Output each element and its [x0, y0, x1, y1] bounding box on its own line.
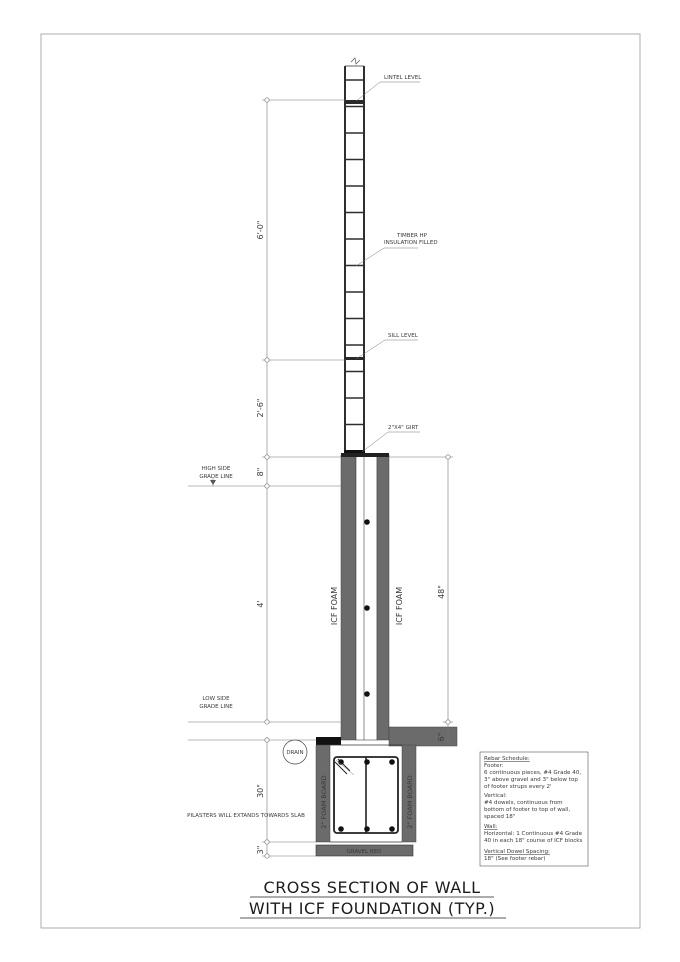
sill-plate — [345, 357, 364, 360]
footer-line-1: 6 continuous pieces, #4 Grade 40, — [484, 770, 582, 776]
dim-30in: 30" — [256, 784, 265, 798]
footer-line-3: of footer strups every 2' — [484, 784, 552, 790]
rebar-dot — [389, 759, 395, 765]
low-side-grade-label: GRADE LINE — [199, 704, 233, 710]
wall-line-1: Horizontal: 1 Continuous #4 Grade — [484, 831, 583, 837]
insulation-filled-label: INSULATION FILLED — [384, 240, 438, 246]
foam-board-left-label: 2" FOAM BOARD — [320, 775, 328, 829]
rebar-dot — [364, 759, 370, 765]
rebar-dot — [389, 826, 395, 832]
girt-label: 2"X4" GIRT — [388, 425, 419, 431]
icf-foam-left — [341, 455, 356, 740]
vertical-heading: Vertical: — [484, 793, 507, 799]
pilasters-note: PILASTERS WILL EXTANDS TOWARDS SLAB — [187, 813, 305, 819]
lintel-plate — [345, 100, 364, 104]
high-side-label: HIGH SIDE — [201, 466, 231, 472]
icf-foam-right — [377, 455, 389, 740]
footer-line-2: 3" above gravel and 3" below top — [484, 777, 578, 783]
high-side-grade-label: GRADE LINE — [199, 474, 233, 480]
timber-wall — [345, 66, 364, 455]
title-line-1: CROSS SECTION OF WALL — [263, 878, 481, 897]
rebar-dot — [364, 605, 370, 611]
dim-3in: 3" — [256, 845, 265, 855]
foam-cap-block — [316, 737, 341, 745]
dim-6in: 6" — [437, 732, 446, 742]
dim-48in: 48" — [437, 585, 446, 599]
vertical-line-3: spaced 18" — [484, 814, 516, 820]
vertical-line-2: bottom of footer to top of wall, — [484, 807, 571, 813]
dim-8in: 8" — [256, 467, 265, 477]
rebar-dot — [364, 826, 370, 832]
lintel-level-label: LINTEL LEVEL — [384, 75, 422, 81]
wall-line-2: 40 in each 18" course of ICF blocks — [484, 838, 583, 844]
icf-foam-left-label: ICF FOAM — [330, 586, 339, 626]
top-cap — [341, 453, 389, 457]
icf-foam-right-label: ICF FOAM — [395, 586, 404, 626]
low-side-label: LOW SIDE — [202, 696, 230, 702]
title-line-2: WITH ICF FOUNDATION (TYP.) — [248, 899, 496, 918]
slab — [389, 727, 457, 746]
foam-board-right-label: 2" FOAM BOARD — [406, 775, 414, 829]
footer-heading: Footer: — [484, 763, 504, 769]
vertical-line-1: #4 dowels, continuous from — [484, 800, 563, 806]
timber-hp-label: TIMBER HP — [397, 233, 427, 239]
dim-4ft: 4' — [256, 600, 265, 608]
rebar-dot — [364, 691, 370, 697]
gravel-bed-label: GRAVEL BED — [346, 849, 382, 855]
dim-6ft: 6'-0" — [256, 220, 265, 240]
sill-level-label: SILL LEVEL — [388, 333, 418, 339]
dowel-line-1: 18" (See footer rebar) — [484, 856, 546, 862]
drain-label: DRAIN — [286, 750, 304, 756]
rebar-dot — [364, 519, 370, 525]
timber-rungs — [345, 80, 364, 451]
rebar-dot — [338, 826, 344, 832]
wall-heading: Wall: — [484, 824, 498, 830]
rebar-schedule-heading: Rebar Schedule: — [484, 756, 530, 762]
icf-concrete-core — [356, 455, 377, 740]
dowel-heading: Vertical Dowel Spacing: — [484, 849, 550, 855]
grade-arrow — [210, 480, 216, 485]
dim-2-6: 2'-6" — [256, 398, 265, 418]
break-mark — [351, 58, 360, 64]
